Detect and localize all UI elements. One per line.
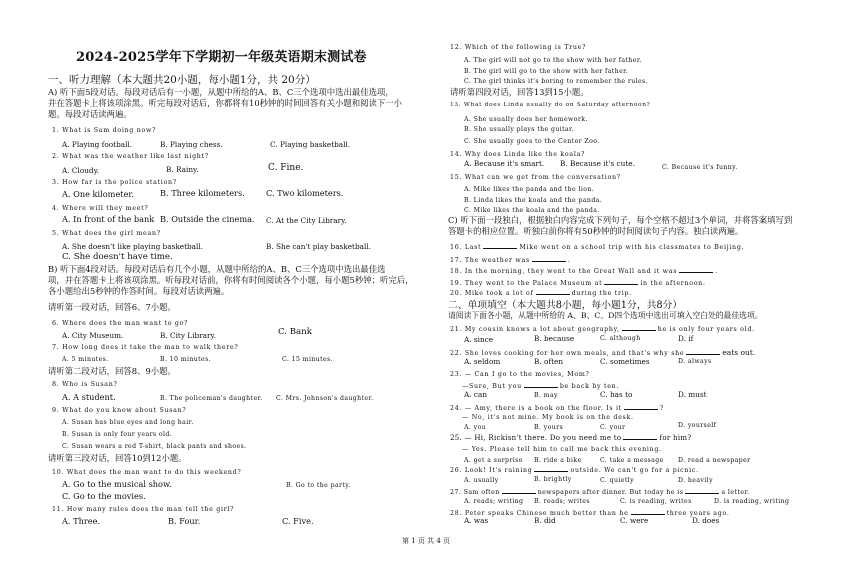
question-24: 24. — Amy, there is a book on the floor. Is it ? [450, 405, 664, 412]
q14-option-c[interactable]: C. Because it's funny. [662, 164, 738, 171]
question-25: 25. — Hi, Rickisn't there. Do you need me to for him? [450, 434, 692, 442]
question-15: 15. What can we get from the conversation? [450, 174, 621, 181]
q5-option-c[interactable]: C. She doesn't have time. [62, 252, 173, 262]
q25-option-a[interactable]: A. get a surprise [464, 457, 523, 464]
part-a-instruction: A) 听下面5段对话。每段对话后有一小题，从题中所给的A、B、C三个选项中选出最佳选项， 并在答题卡上将该项涂黑。听完每段对话后，你都将有10秒钟的时间回答有关小题和阅读下一小 题。每段对话读两遍。 [48, 87, 403, 119]
q24-option-c[interactable]: C. your [600, 424, 626, 431]
q23-blank[interactable] [524, 381, 558, 388]
q9-option-c[interactable]: C. Susan wears a red T-shirt, black pants and shoes. [62, 443, 247, 450]
q3-option-c[interactable]: C. Two kilometers. [266, 188, 344, 198]
q19-blank[interactable] [604, 278, 638, 285]
q21-blank[interactable] [622, 324, 656, 331]
question-5: 5. What does the girl mean? [52, 230, 161, 237]
q26-option-a[interactable]: A. usually [464, 477, 499, 484]
q6-option-a[interactable]: A. City Museum. [62, 331, 124, 340]
q28-option-c[interactable]: C. were [620, 516, 649, 525]
q25-option-c[interactable]: C. take a message [600, 457, 664, 464]
question-2: 2. What was the weather like last night? [52, 153, 209, 160]
q7-option-c[interactable]: C. 15 minutes. [282, 356, 333, 363]
question-17: 17. The weather was . [450, 257, 571, 264]
question-12: 12. Which of the following is True? [450, 44, 587, 51]
section-2-heading: 二、单项填空（本大题共8小题，每小题1分，共8分） [448, 300, 683, 311]
q12-option-c[interactable]: C. The girl thinks it's boring to remember the rules. [464, 78, 648, 85]
question-21: 21. My cousin knows a lot about geography, he is only four years old. [450, 326, 755, 333]
part-b-instruction: B) 听下面4段对话。每段对话后有几个小题，从题中所给的A、B、C三个选项中选出最佳选 项，并在答题卡上将该项涂黑。听每段对话前，你将有时间阅读各个小题，每小题5秒钟；听完后， 各小题给出5秒钟的作答时间。每段对话读两遍。 [48, 264, 414, 296]
q12-option-b[interactable]: B. The girl will go to the show with her father. [464, 68, 629, 75]
q18-blank[interactable] [679, 266, 713, 273]
q8-option-b[interactable]: B. The policeman's daughter. [160, 395, 263, 402]
q22-option-a[interactable]: A. seldom [464, 357, 501, 366]
q13-option-b[interactable]: B. She usually plays the guitar. [464, 126, 575, 133]
q26-option-d[interactable]: D. heavily [678, 477, 713, 484]
question-10: 10. What does the man want to do this weekend? [52, 469, 242, 476]
q7-option-b[interactable]: B. 10 minutes. [160, 356, 212, 363]
q1-option-a[interactable]: A. Playing football. [62, 140, 133, 149]
q22-option-b[interactable]: B. often [534, 357, 564, 366]
q16-blank[interactable] [483, 242, 517, 249]
q5-option-a[interactable]: A. She doesn't like playing basketball. [62, 242, 204, 251]
q26-option-b[interactable]: B. brightly [534, 476, 572, 483]
q6-option-b[interactable]: B. City Library. [160, 331, 216, 340]
q26-option-c[interactable]: C. quietly [600, 477, 634, 484]
q28-option-b[interactable]: B. did [534, 516, 556, 525]
q10-option-b[interactable]: B. Go to the party. [286, 482, 351, 489]
q28-blank[interactable] [631, 508, 665, 515]
q11-option-b[interactable]: B. Four. [168, 516, 201, 526]
section-2-instruction: 请阅读下面各小题，从题中所给的 A、B、C、D四个选项中选出可填入空白处的最佳选项。 [448, 311, 763, 320]
question-18: 18. In the morning, they went to the Great Wall and it was . [450, 268, 718, 275]
question-23: 23. — Can I go to the movies, Mom? [450, 371, 590, 378]
q21-option-d[interactable]: D. if [678, 334, 694, 343]
q13-option-a[interactable]: A. She usually does her homework. [464, 116, 588, 123]
q22-blank[interactable] [686, 348, 720, 355]
page-footer: 第 1 页 共 4 页 [402, 537, 451, 545]
part-c-instruction: C) 听下面一段独白，根据独白内容完成下列句子，每个空格不超过3个单词，并将答案填写到 答题卡的相应位置。听独白前你将有50秒钟的时间阅读句子内容。独白读两遍。 [448, 215, 793, 236]
q27-option-a[interactable]: A. reads; writing [464, 498, 524, 505]
q5-option-b[interactable]: B. She can't play basketball. [266, 242, 371, 251]
q26-blank[interactable] [534, 465, 568, 472]
q9-option-b[interactable]: B. Susan is only four years old. [62, 431, 173, 438]
q8-option-c[interactable]: C. Mrs. Johnson's daughter. [276, 395, 374, 402]
q27-option-b[interactable]: B. reads; writes [534, 498, 590, 505]
question-6: 6. Where does the man want to go? [52, 320, 189, 327]
question-4: 4. Where will they meet? [52, 205, 149, 212]
right-column [430, 0, 850, 584]
q20-blank[interactable] [536, 288, 570, 295]
question-27: 27. Sam often newspapers after dinner. But today he is a letter. [450, 489, 750, 496]
q21-option-a[interactable]: A. since [464, 335, 494, 344]
q3-option-a[interactable]: A. One kilometer. [62, 189, 135, 199]
q21-option-c[interactable]: C. although [600, 335, 641, 342]
q22-option-c[interactable]: C. sometimes [600, 357, 650, 366]
question-8: 8. Who is Susan? [52, 381, 118, 388]
question-9: 9. What do you know about Susan? [52, 407, 187, 414]
q1-option-b[interactable]: B. Playing chess. [160, 140, 223, 149]
q2-option-b[interactable]: B. Rainy. [166, 165, 199, 174]
q27-option-d[interactable]: D. is reading, writing [714, 498, 790, 505]
q7-option-a[interactable]: A. 5 minutes. [62, 356, 109, 363]
q1-option-c[interactable]: C. Playing basketball. [270, 140, 351, 149]
dialogue-1-instruction: 请听第一段对话，回答6、7小题。 [48, 302, 176, 312]
q12-option-a[interactable]: A. The girl will not go to the show with her father. [464, 57, 642, 64]
q10-option-c[interactable]: C. Go to the movies. [62, 491, 146, 501]
question-3: 3. How far is the police station? [52, 179, 177, 186]
q11-option-c[interactable]: C. Five. [282, 516, 314, 526]
q6-option-c[interactable]: C. Bank [278, 327, 312, 337]
q17-blank[interactable] [532, 255, 566, 262]
q23-option-c[interactable]: C. has to [600, 390, 633, 399]
q11-option-a[interactable]: A. Three. [62, 516, 101, 526]
q27-blank-1[interactable] [502, 487, 536, 494]
q24-option-a[interactable]: A. you [464, 424, 487, 431]
question-24-line-2: — No, it's not mine. My book is on the desk. [462, 414, 634, 421]
q15-option-c[interactable]: C. Mike likes the koala and the panda. [464, 207, 600, 214]
q23-option-a[interactable]: A. can [464, 390, 488, 399]
question-7: 7. How long does it take the man to walk there? [52, 344, 239, 351]
question-26: 26. Look! It's raining outside. We can't go for a picnic. [450, 467, 699, 474]
q8-option-a[interactable]: A. A student. [62, 392, 116, 402]
q10-option-a[interactable]: A. Go to the musical show. [62, 479, 172, 489]
question-11: 11. How many rules does the man tell the girl? [52, 506, 235, 513]
left-column [0, 0, 420, 584]
page-title: 2024-2025学年下学期初一年级英语期末测试卷 [76, 50, 367, 65]
q2-option-a[interactable]: A. Cloudy. [62, 166, 100, 175]
q14-option-a[interactable]: A. Because it's smart. [464, 159, 545, 168]
dialogue-4-instruction: 请听第四段对话，回答13到15小题。 [450, 87, 589, 97]
q24-option-d[interactable]: D. yourself [678, 422, 717, 429]
q28-option-d[interactable]: D. does [692, 516, 720, 525]
question-14: 14. Why does Linda like the koala? [450, 151, 586, 158]
dialogue-3-instruction: 请听第三段对话，回答10到12小题。 [48, 453, 187, 463]
q27-option-c[interactable]: C. is reading, writes [620, 498, 692, 505]
q24-option-b[interactable]: B. yours [534, 424, 564, 431]
q25-blank[interactable] [623, 433, 657, 440]
question-23-line-2: —Sure, But you be back by ten. [462, 383, 620, 390]
question-13: 13. What does Linda usually do on Saturday afternoon? [450, 102, 651, 108]
question-25-line-2: — Yes. Please tell him to call me back this evening. [462, 446, 662, 453]
q4-option-b[interactable]: B. Outside the cinema. [160, 214, 255, 224]
q3-option-b[interactable]: B. Three kilometers. [160, 188, 245, 198]
question-19: 19. They went to the Palace Museum at in the afternoon. [450, 280, 706, 287]
q4-option-a[interactable]: A. In front of the bank [62, 214, 155, 224]
question-20: 20. Mike took a lot of during the trip. [450, 290, 632, 297]
q2-option-c[interactable]: C. Fine. [268, 163, 304, 173]
q27-blank-2[interactable] [685, 487, 719, 494]
q23-option-b[interactable]: B. may [534, 392, 558, 399]
question-22: 22. She loves cooking for her own meals, and that's why she eats out. [450, 348, 756, 357]
q21-option-b[interactable]: B. because [534, 334, 575, 343]
q23-option-d[interactable]: D. must [678, 390, 707, 399]
q22-option-d[interactable]: D. always [678, 358, 712, 365]
q15-option-a[interactable]: A. Mike likes the panda and the lion. [464, 186, 595, 193]
q15-option-b[interactable]: B. Linda likes the koala and the panda. [464, 197, 603, 204]
q28-option-a[interactable]: A. was [464, 516, 489, 525]
question-28: 28. Peter speaks Chinese much better than he three years ago. [450, 510, 730, 517]
q14-option-b[interactable]: B. Because it's cute. [560, 159, 635, 168]
q25-option-d[interactable]: D. read a newspaper [678, 457, 751, 464]
q13-option-c[interactable]: C. She usually goes to the Center Zoo. [464, 138, 600, 145]
section-1-heading: 一、听力理解（本大题共20小题，每小题1分，共 20分） [48, 74, 316, 86]
question-16: 16. Last Mike went on a school trip with his classmates to Beijing. [450, 244, 745, 251]
q24-blank[interactable] [624, 403, 658, 410]
q4-option-c[interactable]: C. At the City Library. [266, 216, 347, 225]
question-1: 1. What is Sam doing now? [52, 127, 157, 134]
dialogue-2-instruction: 请听第二段对话，回答8、9小题。 [48, 366, 176, 376]
q9-option-a[interactable]: A. Susan has blue eyes and long hair. [62, 419, 194, 426]
q25-option-b[interactable]: B. ride a bike [534, 457, 582, 464]
